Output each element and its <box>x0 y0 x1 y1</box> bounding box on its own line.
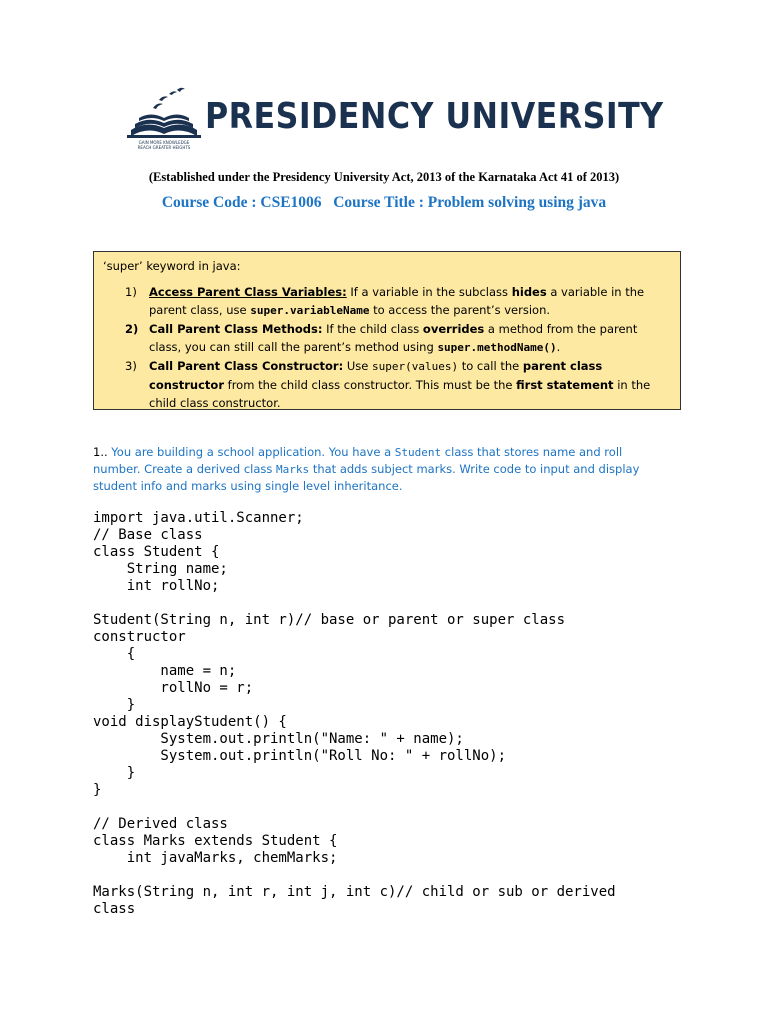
note-item-number: 3) <box>125 359 137 373</box>
code-line: class <box>93 901 136 917</box>
inline-code: super(values) <box>371 360 459 373</box>
note-item-number: 2) <box>125 322 139 336</box>
inline-code: Marks <box>276 463 310 476</box>
course-code: Course Code : CSE1006 <box>161 194 322 211</box>
code-line: import java.util.Scanner; <box>93 510 304 526</box>
code-line: Student(String n, int r)// base or parent or super class <box>93 612 566 628</box>
inline-code: super.methodName() <box>437 341 557 354</box>
note-item: 3) Call Parent Class Constructor: Use super(values) to call the parent class constructor from the child class constructor. This must be the first statement in the child class constructor. <box>125 359 651 410</box>
code-line: String name; <box>93 561 228 577</box>
code-line: { <box>93 646 136 662</box>
university-name: PRESIDENCY UNIVERSITY <box>205 96 664 137</box>
logo-tagline: GAIN MORE KNOWLEDGE REACH GREATER HEIGHTS <box>137 140 191 150</box>
inline-code: super.variableName <box>250 304 370 317</box>
note-title: ‘super’ keyword in java: <box>103 259 241 273</box>
code-line: System.out.println("Name: " + name); <box>93 731 464 747</box>
book-and-birds-emblem-icon <box>125 86 203 142</box>
note-item: 1) Access Parent Class Variables: If a variable in the subclass hides a variable in the parent class, use super.variableName to access the parent’s version. <box>125 285 645 317</box>
code-line: rollNo = r; <box>93 680 254 696</box>
code-line: int rollNo; <box>93 578 220 594</box>
code-line: } <box>93 782 102 798</box>
code-listing <box>93 510 733 918</box>
note-item: 2) Call Parent Class Methods: If the child class overrides a method from the parent class, you can still call the parent’s method using super.methodName(). <box>125 322 638 354</box>
code-line: void displayStudent() { <box>93 714 287 730</box>
code-line: } <box>93 697 136 713</box>
note-item-heading: Call Parent Class Constructor: <box>149 359 344 373</box>
code-line: class Marks extends Student { <box>93 833 338 849</box>
code-line: // Base class <box>93 527 203 543</box>
note-list <box>125 283 673 412</box>
university-logo <box>125 86 664 154</box>
code-line: constructor <box>93 629 186 645</box>
question-number: 1.. <box>93 445 108 459</box>
note-item-heading: Call Parent Class Methods: <box>149 322 323 336</box>
code-line: name = n; <box>93 663 237 679</box>
establishment-statement: (Established under the Presidency University Act, 2013 of the Karnataka Act 41 of 2013) <box>148 170 620 184</box>
code-line: } <box>93 765 136 781</box>
super-keyword-note-box <box>93 251 681 410</box>
note-item-number: 1) <box>125 285 137 299</box>
code-line: System.out.println("Roll No: " + rollNo); <box>93 748 507 764</box>
question-1: 1.. You are building a school application. You have a Student class that stores name and roll number. Create a derived class Marks that adds subject marks. Write code to input and display student info and marks using single level inheritance. <box>93 445 640 493</box>
code-line: int javaMarks, chemMarks; <box>93 850 338 866</box>
course-heading <box>0 194 768 212</box>
inline-code: Student <box>394 446 442 459</box>
course-title: Course Title : Problem solving using java <box>333 194 607 211</box>
code-line: class Student { <box>93 544 220 560</box>
code-line: // Derived class <box>93 816 228 832</box>
note-item-heading: Access Parent Class Variables: <box>149 285 347 299</box>
code-line: Marks(String n, int r, int j, int c)// child or sub or derived <box>93 884 616 900</box>
